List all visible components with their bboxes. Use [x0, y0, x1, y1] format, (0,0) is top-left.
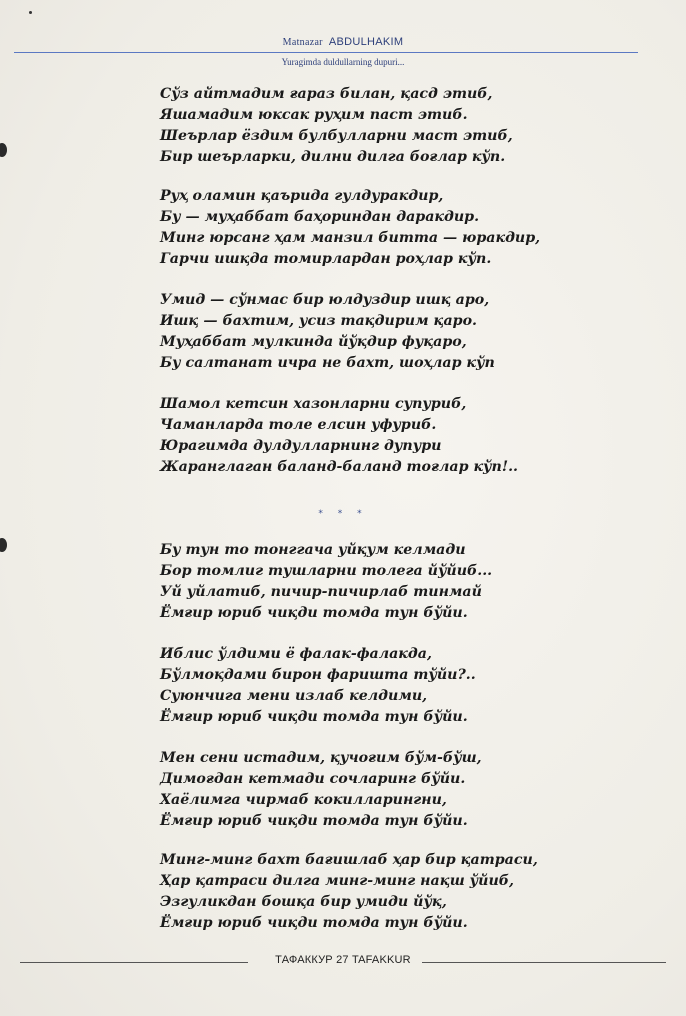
poem2-stanza3 — [160, 748, 482, 832]
author-first-name: Matnazar — [282, 37, 323, 48]
header-author — [0, 36, 686, 48]
poem-line: Яшамадим юксак руҳим паст этиб. — [160, 107, 468, 123]
poem1-stanza3 — [160, 290, 495, 374]
footer-rule-right — [422, 962, 666, 963]
section-divider-asterisks: * * * — [318, 509, 368, 519]
header-rule — [14, 52, 638, 53]
ink-speck — [29, 11, 32, 14]
poem-line: Ёмғир юриб чиқди томда тун бўйи. — [160, 709, 468, 725]
footer-journal-page: ТАФАККУР 27 TAFAKKUR — [275, 954, 411, 966]
poem-line: Ёмғир юриб чиқди томда тун бўйи. — [160, 915, 468, 931]
poem-line: Шеърлар ёздим булбулларни маст этиб, — [160, 128, 513, 144]
poem-line: Ёмғир юриб чиқди томда тун бўйи. — [160, 605, 468, 621]
poem-line: Димоғдан кетмади сочларинг бўйи. — [160, 771, 466, 787]
poem-line: Умид — сўнмас бир юлдуздир ишқ аро, — [160, 292, 490, 308]
poem-line: Шамол кетсин хазонларни супуриб, — [160, 396, 467, 412]
poem-line: Чаманларда толе елсин уфуриб. — [160, 417, 437, 433]
poem-line: Бўлмоқдами бирон фаришта тўйи?.. — [160, 667, 476, 683]
poem-line: Юрагимда дулдулларнинг дупури — [160, 438, 442, 454]
poem-line: Бор томлиг тушларни толега йўйиб... — [160, 563, 493, 579]
poem-line: Сўз айтмадим ғараз билан, қасд этиб, — [160, 86, 493, 102]
poem1-stanza2 — [160, 186, 540, 270]
poem2-stanza2 — [160, 644, 476, 728]
poem-line: Бир шеърларки, дилни дилга боғлар кўп. — [160, 149, 506, 165]
page-footer — [0, 952, 686, 972]
header-subtitle: Yuragimda duldullarning dupuri... — [281, 57, 405, 67]
poem1-stanza4 — [160, 394, 518, 478]
author-last-name: ABDULHAKIM — [328, 36, 404, 48]
poem-line: Минг юрсанг ҳам манзил битта — юракдир, — [160, 230, 541, 246]
poem-line: Мен сени истадим, қучоғим бўм-бўш, — [160, 750, 482, 766]
poem2-stanza4 — [160, 850, 538, 934]
poem-line: Ҳар қатраси дилга минг-минг нақш ўйиб, — [160, 873, 514, 889]
poem-line: Минг-минг бахт бағишлаб ҳар бир қатраси, — [160, 852, 538, 868]
poem-line: Ёмғир юриб чиқди томда тун бўйи. — [160, 813, 468, 829]
poem-line: Руҳ оламин қаърида гулдуракдир, — [160, 188, 444, 204]
poem-line: Муҳаббат мулкинда йўқдир фуқаро, — [160, 334, 467, 350]
poem-line: Бу — муҳаббат баҳориндан даракдир. — [160, 209, 480, 225]
poem2-stanza1 — [160, 540, 492, 624]
poem-line: Суюнчига мени излаб келдими, — [160, 688, 428, 704]
poem-line: Иблис ўлдими ё фалак-фалакда, — [160, 646, 432, 662]
poem-line: Бу тун то тонггача уйқум келмади — [160, 542, 466, 558]
poem1-stanza1 — [160, 84, 513, 168]
poem-line: Ишқ — бахтим, усиз тақдирим қаро. — [160, 313, 477, 329]
poem-line: Бу салтанат ичра не бахт, шоҳлар кўп — [160, 355, 495, 371]
poem-line: Уй уйлатиб, пичир-пичирлаб тинмай — [160, 584, 482, 600]
poem-line: Жаранглаган баланд-баланд тоғлар кўп!.. — [160, 459, 518, 475]
poem-line: Эзгуликдан бошқа бир умиди йўқ, — [160, 894, 447, 910]
poem-line: Хаёлимга чирмаб кокилларингни, — [160, 792, 447, 808]
poem-line: Гарчи ишқда томирлардан роҳлар кўп. — [160, 251, 492, 267]
